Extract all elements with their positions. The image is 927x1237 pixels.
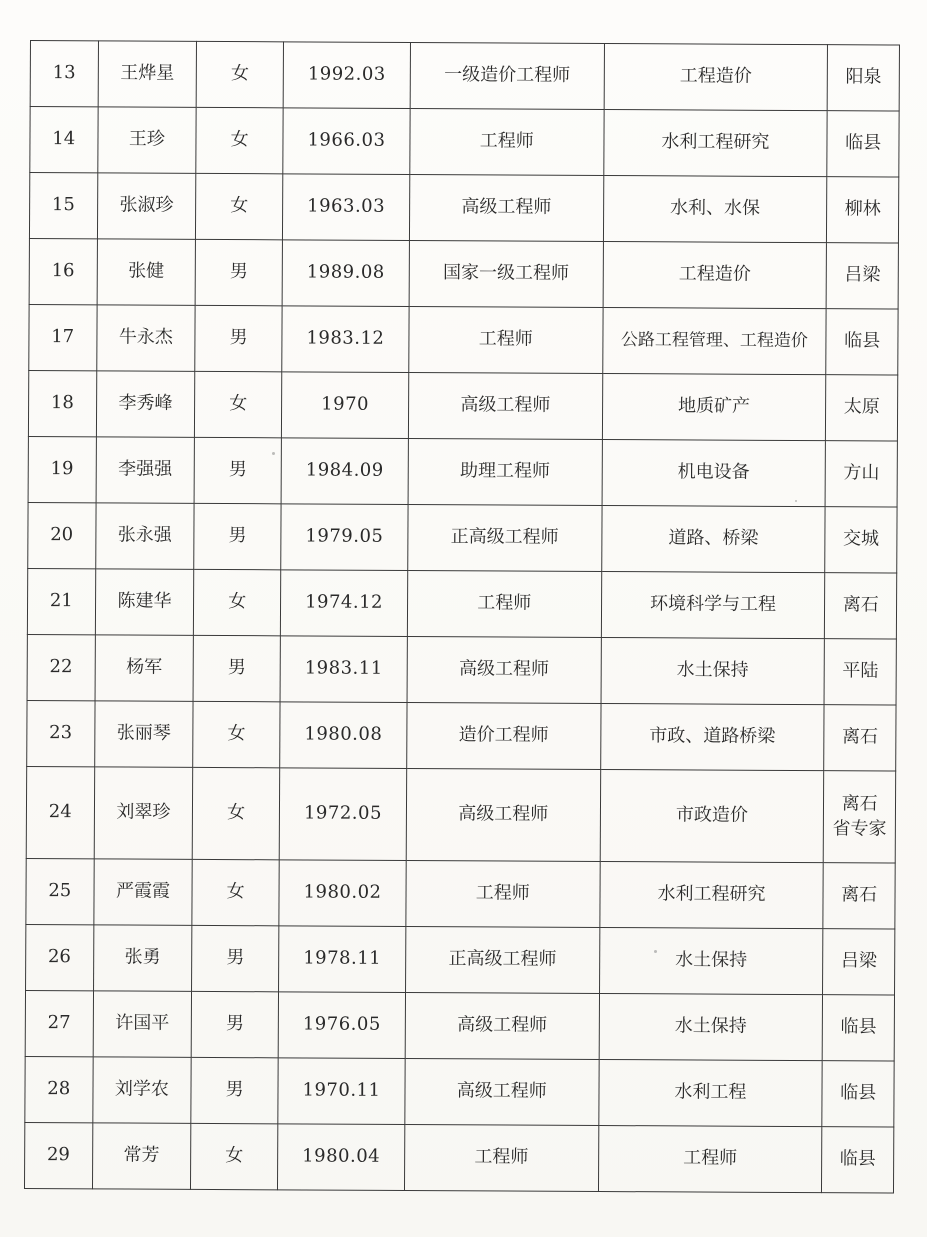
table-row [29,238,898,309]
cell-location [823,863,895,929]
cell-gender: 男 [194,437,281,503]
cell-gender: 女 [192,859,279,925]
cell-name: 张勇 [93,925,192,992]
cell-gender: 女 [195,371,282,437]
cell-name: 杨军 [95,635,194,702]
table-row [25,1056,894,1127]
cell-gender: 女 [193,767,280,859]
cell-location [823,995,895,1061]
cell-specialty: 道路、桥梁 [601,505,825,572]
table-row [27,700,896,771]
cell-specialty: 水利工程 [598,1059,822,1126]
cell-professional-title: 正高级工程师 [406,926,600,993]
cell-location [825,441,897,507]
cell-professional-title: 高级工程师 [407,636,601,703]
location-line: 离石 [841,884,878,906]
table-row [28,502,897,573]
cell-birth-date: 1974.12 [280,570,407,637]
location-line: 吕梁 [840,950,877,972]
cell-location [824,705,896,771]
table-row [30,41,899,112]
cell-birth-date: 1992.03 [283,42,410,109]
location-line: 临县 [839,1148,876,1170]
location-line: 太原 [843,396,880,418]
cell-specialty: 工程造价 [604,44,828,111]
location-line: 临县 [840,1016,877,1038]
location-line: 离石 [842,594,879,616]
location-line: 临县 [845,132,882,154]
cell-specialty: 环境科学与工程 [601,571,825,638]
cell-name: 王珍 [97,107,196,174]
table-row [29,173,898,244]
cell-professional-title: 工程师 [406,860,600,927]
cell-location [822,1127,894,1193]
cell-specialty: 水利工程研究 [603,110,827,177]
cell-specialty: 地质矿产 [602,374,826,441]
cell-birth-date: 1970 [281,372,408,439]
cell-gender: 男 [195,305,282,371]
cell-name: 王烨星 [98,41,197,108]
cell-location [824,771,896,863]
cell-name: 许国平 [93,991,192,1058]
cell-birth-date: 1978.11 [279,926,406,993]
cell-professional-title: 造价工程师 [407,702,601,769]
location-line: 离石 [841,726,879,748]
cell-location [828,45,900,111]
location-line: 阳泉 [845,66,882,88]
cell-number: 23 [27,700,95,766]
cell-birth-date: 1980.08 [280,702,407,769]
location-line: 方山 [843,462,880,484]
cell-specialty: 机电设备 [602,440,826,507]
cell-specialty: 水土保持 [599,993,823,1060]
location-line: 离石 [841,793,878,815]
cell-birth-date: 1963.03 [282,174,409,241]
cell-birth-date: 1970.11 [278,1058,405,1125]
cell-number: 22 [27,634,95,700]
cell-specialty: 工程造价 [603,242,827,309]
cell-name: 牛永杰 [96,305,195,372]
cell-birth-date: 1980.02 [279,860,406,927]
cell-professional-title: 高级工程师 [405,992,599,1059]
cell-gender: 女 [194,569,281,635]
cell-professional-title: 高级工程师 [406,768,600,861]
cell-professional-title: 助理工程师 [408,438,602,505]
table-row [26,766,895,863]
cell-number: 28 [25,1056,93,1122]
cell-specialty: 水利工程研究 [599,861,823,928]
expert-roster-table [24,40,900,1194]
cell-name: 刘翠珍 [94,767,193,860]
cell-number: 14 [30,107,98,173]
table-row [27,568,896,639]
cell-gender: 男 [191,1057,278,1123]
table-row [30,107,899,178]
cell-number: 13 [30,41,98,107]
cell-gender: 女 [193,701,280,767]
location-line: 省专家 [832,817,887,839]
cell-professional-title: 高级工程师 [405,1058,599,1125]
cell-specialty: 公路工程管理、工程造价 [602,308,826,375]
cell-birth-date: 1989.08 [282,240,409,307]
cell-birth-date: 1979.05 [281,504,408,571]
cell-location [826,309,898,375]
cell-location [824,639,896,705]
cell-professional-title: 高级工程师 [409,174,603,241]
cell-gender: 女 [196,107,283,173]
cell-name: 李秀峰 [96,371,195,438]
cell-professional-title: 工程师 [410,108,604,175]
location-line: 临县 [840,1082,877,1104]
cell-professional-title: 国家一级工程师 [409,240,603,307]
cell-name: 李强强 [96,437,195,504]
cell-specialty: 水利、水保 [603,176,827,243]
location-line: 吕梁 [844,264,881,286]
cell-name: 刘学农 [92,1057,191,1124]
cell-number: 18 [28,370,96,436]
cell-name: 陈建华 [95,569,194,636]
cell-gender: 女 [196,173,283,239]
cell-name: 常芳 [92,1123,191,1190]
cell-number: 19 [28,436,96,502]
location-line: 临县 [844,330,881,352]
cell-gender: 女 [196,41,283,107]
cell-birth-date: 1984.09 [281,438,408,505]
table-row [29,304,898,375]
cell-gender: 男 [193,635,280,701]
cell-name: 张丽琴 [94,701,193,768]
table-row [25,990,894,1061]
table-row [26,924,895,995]
location-line: 平陆 [842,660,879,682]
cell-name: 张健 [97,239,196,306]
cell-birth-date: 1983.12 [282,306,409,373]
cell-location [827,177,899,243]
cell-gender: 男 [192,925,279,991]
cell-location [826,243,898,309]
cell-location [823,929,895,995]
cell-number: 27 [25,990,93,1056]
table-row [24,1122,893,1193]
cell-specialty: 市政、道路桥梁 [600,703,824,770]
cell-number: 16 [29,238,97,304]
cell-birth-date: 1966.03 [283,108,410,175]
cell-location [825,573,897,639]
cell-location [827,111,899,177]
cell-gender: 女 [191,1123,278,1189]
cell-number: 17 [29,304,97,370]
cell-birth-date: 1983.11 [280,636,407,703]
cell-number: 24 [26,766,94,858]
cell-number: 26 [26,924,94,990]
location-line: 柳林 [844,198,881,220]
table-row [26,858,895,929]
roster-body [24,41,899,1194]
cell-specialty: 水土保持 [601,637,825,704]
cell-name: 张淑珍 [97,173,196,240]
cell-professional-title: 正高级工程师 [408,504,602,571]
table-row [28,370,897,441]
cell-professional-title: 一级造价工程师 [410,42,604,109]
cell-birth-date: 1972.05 [279,768,406,861]
cell-professional-title: 工程师 [407,570,601,637]
table-row [27,634,896,705]
cell-name: 严霞霞 [93,859,192,926]
cell-specialty: 工程师 [598,1125,822,1192]
cell-location [822,1061,894,1127]
cell-birth-date: 1976.05 [278,992,405,1059]
cell-professional-title: 高级工程师 [408,372,602,439]
cell-location [826,375,898,441]
cell-professional-title: 工程师 [409,306,603,373]
scan-speck [654,950,657,953]
cell-number: 29 [24,1122,92,1188]
cell-birth-date: 1980.04 [277,1124,404,1191]
table-row [28,436,897,507]
cell-specialty: 水土保持 [599,927,823,994]
cell-number: 25 [26,858,94,924]
cell-number: 15 [29,173,97,239]
cell-professional-title: 工程师 [404,1124,598,1191]
location-line: 交城 [843,528,880,550]
cell-number: 21 [27,568,95,634]
cell-name: 张永强 [95,503,194,570]
cell-specialty: 市政造价 [600,769,824,862]
cell-gender: 男 [191,991,278,1057]
cell-number: 20 [28,502,96,568]
cell-gender: 男 [195,239,282,305]
cell-location [825,507,897,573]
scan-speck [272,452,275,455]
cell-gender: 男 [194,503,281,569]
scan-speck [795,500,797,502]
